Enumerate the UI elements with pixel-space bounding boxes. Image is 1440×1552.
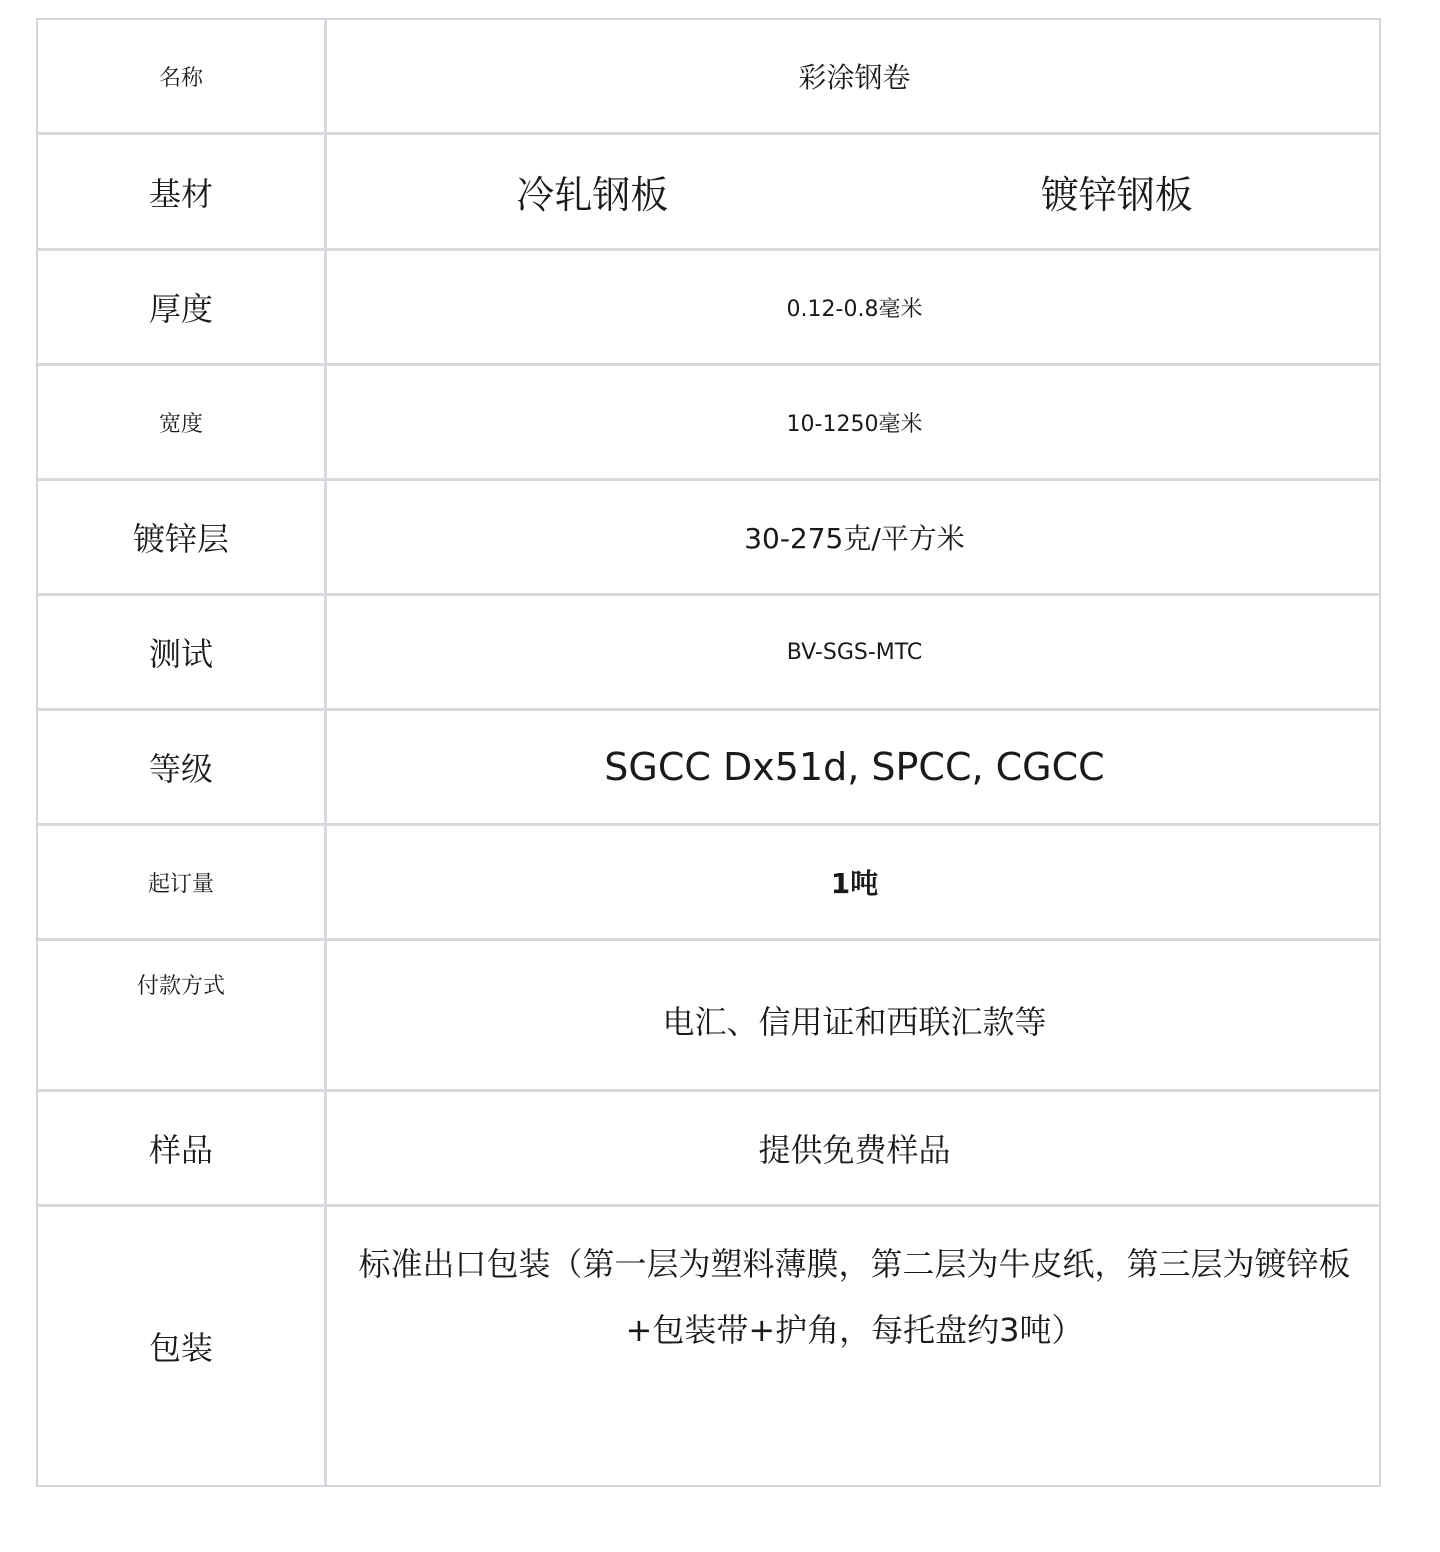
packaging-value: 标准出口包装（第一层为塑料薄膜，第二层为牛皮纸，第三层为镀锌板+包装带+护角，每托盘约3吨）: [358, 1245, 1351, 1349]
value-cell: [330, 481, 1379, 593]
table-row-base: [38, 135, 1379, 251]
row-label: 宽度: [158, 411, 203, 437]
base-material-options: [330, 135, 1379, 248]
row-label: 厚度: [148, 290, 213, 328]
label-cell: [38, 366, 327, 478]
row-label: 基材: [148, 174, 213, 213]
payment-value: 电汇、信用证和西联汇款等: [662, 1003, 1047, 1041]
row-label: 样品: [148, 1131, 213, 1169]
value-cell: [330, 1207, 1379, 1485]
label-cell: [38, 1207, 327, 1485]
value-cell: [330, 826, 1379, 938]
zinc-coating-value: 30-275克/平方米: [744, 522, 965, 555]
value-cell: [330, 135, 1379, 248]
row-label: 等级: [148, 750, 213, 788]
table-row-zinc-coating: [38, 481, 1379, 596]
label-cell: [38, 711, 327, 823]
thickness-value: 0.12-0.8毫米: [786, 296, 923, 322]
table-row-moq: [38, 826, 1379, 941]
moq-value: 1吨: [830, 867, 879, 900]
table-row-sample: [38, 1092, 1379, 1207]
value-cell: [330, 1092, 1379, 1204]
product-name-value: 彩涂钢卷: [798, 61, 911, 94]
label-cell: [38, 596, 327, 708]
row-label: 测试: [148, 635, 213, 673]
value-cell: [330, 596, 1379, 708]
base-material-value: 冷轧钢板: [516, 173, 669, 217]
label-cell: [38, 20, 327, 132]
label-cell: [38, 481, 327, 593]
value-cell: [330, 251, 1379, 363]
value-cell: [330, 711, 1379, 823]
value-cell: [330, 366, 1379, 478]
sample-value: 提供免费样品: [758, 1131, 951, 1169]
label-cell: [38, 1092, 327, 1204]
row-label: 起订量: [147, 871, 214, 897]
table-row-name: [38, 20, 1379, 135]
test-value: BV-SGS-MTC: [786, 639, 923, 665]
table-row-thickness: [38, 251, 1379, 366]
table-row-width: [38, 366, 1379, 481]
base-material-value: 镀锌钢板: [1040, 173, 1193, 217]
label-cell: [38, 941, 327, 1089]
grade-value: SGCC Dx51d, SPCC, CGCC: [604, 745, 1105, 789]
label-cell: [38, 251, 327, 363]
table-row-payment: [38, 941, 1379, 1092]
label-cell: [38, 135, 327, 248]
width-value: 10-1250毫米: [786, 411, 923, 437]
table-row-grade: [38, 711, 1379, 826]
value-cell: [330, 941, 1379, 1089]
row-label: 镀锌层: [132, 520, 229, 558]
label-cell: [38, 826, 327, 938]
value-cell: [330, 20, 1379, 132]
table-row-test: [38, 596, 1379, 711]
spec-table: [36, 18, 1381, 1487]
row-label: 付款方式: [136, 974, 225, 999]
row-label: 包装: [148, 1329, 213, 1367]
table-row-packaging: [38, 1207, 1379, 1485]
row-label: 名称: [158, 65, 203, 91]
